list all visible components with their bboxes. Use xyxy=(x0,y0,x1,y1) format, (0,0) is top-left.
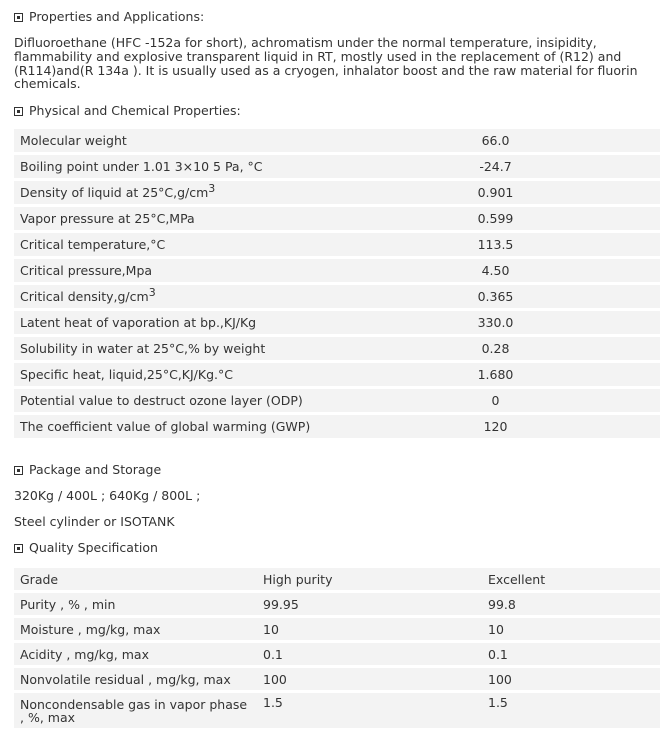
property-name: Boiling point under 1.01 3×10 5 Pa, °C xyxy=(14,155,331,178)
table-cell: 100 xyxy=(257,668,482,690)
table-row xyxy=(14,155,660,178)
property-name: Specific heat, liquid,25°C,KJ/Kg.°C xyxy=(14,363,331,386)
property-name: Molecular weight xyxy=(14,129,331,152)
property-name: Critical temperature,°C xyxy=(14,233,331,256)
table-row xyxy=(14,363,660,386)
property-value: 0.599 xyxy=(331,207,660,230)
property-value: 120 xyxy=(331,415,660,438)
section-heading-properties xyxy=(14,8,204,26)
property-value: 66.0 xyxy=(331,129,660,152)
property-value: 0.28 xyxy=(331,337,660,360)
property-name-cell xyxy=(14,181,331,204)
property-value: 0.365 xyxy=(331,285,660,308)
table-row xyxy=(14,233,660,256)
property-name: Density of liquid at 25°C,g/cm xyxy=(20,185,209,200)
square-bullet-icon xyxy=(14,13,23,22)
section-title: Properties and Applications: xyxy=(29,9,205,24)
table-cell: 99.95 xyxy=(257,593,482,615)
column-header: High purity xyxy=(257,568,482,590)
square-bullet-icon xyxy=(14,107,23,116)
column-header: Excellent xyxy=(482,568,660,590)
square-bullet-icon xyxy=(14,466,23,475)
property-value: 0.901 xyxy=(331,181,660,204)
property-value: 0 xyxy=(331,389,660,412)
property-value: -24.7 xyxy=(331,155,660,178)
table-row xyxy=(14,693,660,728)
table-cell: 99.8 xyxy=(482,593,660,615)
package-line-2: Steel cylinder or ISOTANK xyxy=(14,514,175,529)
section-title: Physical and Chemical Properties: xyxy=(29,103,241,118)
table-cell: Acidity , mg/kg, max xyxy=(14,643,257,665)
table-row xyxy=(14,181,660,204)
square-bullet-icon xyxy=(14,544,23,553)
property-name-cell xyxy=(14,285,331,308)
table-row xyxy=(14,593,660,615)
table-row xyxy=(14,668,660,690)
property-name: Vapor pressure at 25°C,MPa xyxy=(14,207,331,230)
section-heading-quality xyxy=(14,539,158,557)
table-row xyxy=(14,389,660,412)
superscript: 3 xyxy=(148,286,156,299)
table-row xyxy=(14,618,660,640)
table-cell: 1.5 xyxy=(257,693,482,728)
property-name: The coefficient value of global warming (GWP) xyxy=(14,415,331,438)
property-name: Critical pressure,Mpa xyxy=(14,259,331,282)
property-value: 330.0 xyxy=(331,311,660,334)
table-cell: Nonvolatile residual , mg/kg, max xyxy=(14,668,257,690)
property-value: 1.680 xyxy=(331,363,660,386)
description-paragraph: Difluoroethane (HFC -152a for short), achromatism under the normal temperature, insipidity, flammability and explosive transparent liquid in RT, mostly used in the replacement of (R12) and (R114)and(R 134a ). It is usually used as a cryogen, inhalator boost and the raw material for fluorin chemicals. xyxy=(14,35,638,92)
table-cell: 100 xyxy=(482,668,660,690)
table-row xyxy=(14,643,660,665)
table-row xyxy=(14,259,660,282)
table-cell: 1.5 xyxy=(482,693,660,728)
section-heading-package xyxy=(14,461,161,479)
property-name: Critical density,g/cm xyxy=(20,289,149,304)
column-header: Grade xyxy=(14,568,257,590)
table-cell: 0.1 xyxy=(482,643,660,665)
property-value: 113.5 xyxy=(331,233,660,256)
table-cell: Noncondensable gas in vapor phase , %, max xyxy=(14,693,257,728)
table-cell: Moisture , mg/kg, max xyxy=(14,618,257,640)
table-row xyxy=(14,311,660,334)
table-row xyxy=(14,207,660,230)
property-name: Potential value to destruct ozone layer (ODP) xyxy=(14,389,331,412)
section-title: Quality Specification xyxy=(29,540,158,555)
table-header-row xyxy=(14,568,660,590)
property-name: Solubility in water at 25°C,% by weight xyxy=(14,337,331,360)
section-title: Package and Storage xyxy=(29,462,162,477)
table-row xyxy=(14,285,660,308)
table-row xyxy=(14,337,660,360)
table-row xyxy=(14,129,660,152)
table-cell: 10 xyxy=(482,618,660,640)
physical-properties-table xyxy=(14,126,660,441)
table-cell: 10 xyxy=(257,618,482,640)
table-cell: Purity , % , min xyxy=(14,593,257,615)
quality-spec-table xyxy=(14,565,660,731)
property-name: Latent heat of vaporation at bp.,KJ/Kg xyxy=(14,311,331,334)
property-value: 4.50 xyxy=(331,259,660,282)
superscript: 3 xyxy=(208,182,216,195)
section-heading-physical xyxy=(14,102,241,120)
package-line-1: 320Kg / 400L ; 640Kg / 800L ; xyxy=(14,488,201,503)
table-row xyxy=(14,415,660,438)
table-cell: 0.1 xyxy=(257,643,482,665)
